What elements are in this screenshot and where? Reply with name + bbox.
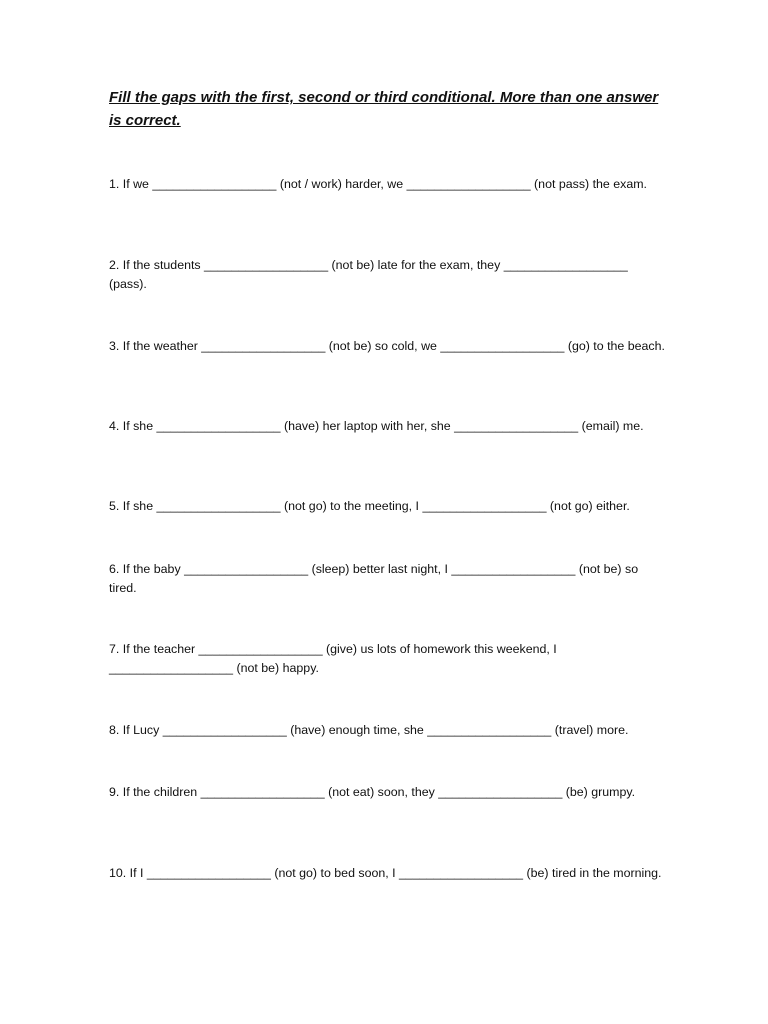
question-7: 7. If the teacher __________________ (give) us lots of homework this weekend, I __________________ (not be) happy. (109, 642, 557, 675)
question-5: 5. If she __________________ (not go) to the meeting, I __________________ (not go) either. (109, 499, 630, 513)
question-4: 4. If she __________________ (have) her laptop with her, she __________________ (email) me. (109, 419, 644, 433)
question-6: 6. If the baby __________________ (sleep) better last night, I __________________ (not be) so tired. (109, 562, 639, 595)
question-3: 3. If the weather __________________ (not be) so cold, we __________________ (go) to the beach. (109, 339, 665, 353)
question-10: 10. If I __________________ (not go) to bed soon, I __________________ (be) tired in the morning. (109, 866, 662, 880)
question-8: 8. If Lucy __________________ (have) enough time, she __________________ (travel) more. (109, 723, 629, 737)
question-2: 2. If the students __________________ (not be) late for the exam, they __________________ (pass). (109, 258, 628, 291)
question-9: 9. If the children __________________ (not eat) soon, they __________________ (be) grumpy. (109, 785, 636, 799)
worksheet-instructions: Fill the gaps with the first, second or third conditional. More than one answer is correct. (109, 89, 659, 129)
question-1: 1. If we __________________ (not / work) harder, we __________________ (not pass) the exam. (109, 177, 648, 191)
